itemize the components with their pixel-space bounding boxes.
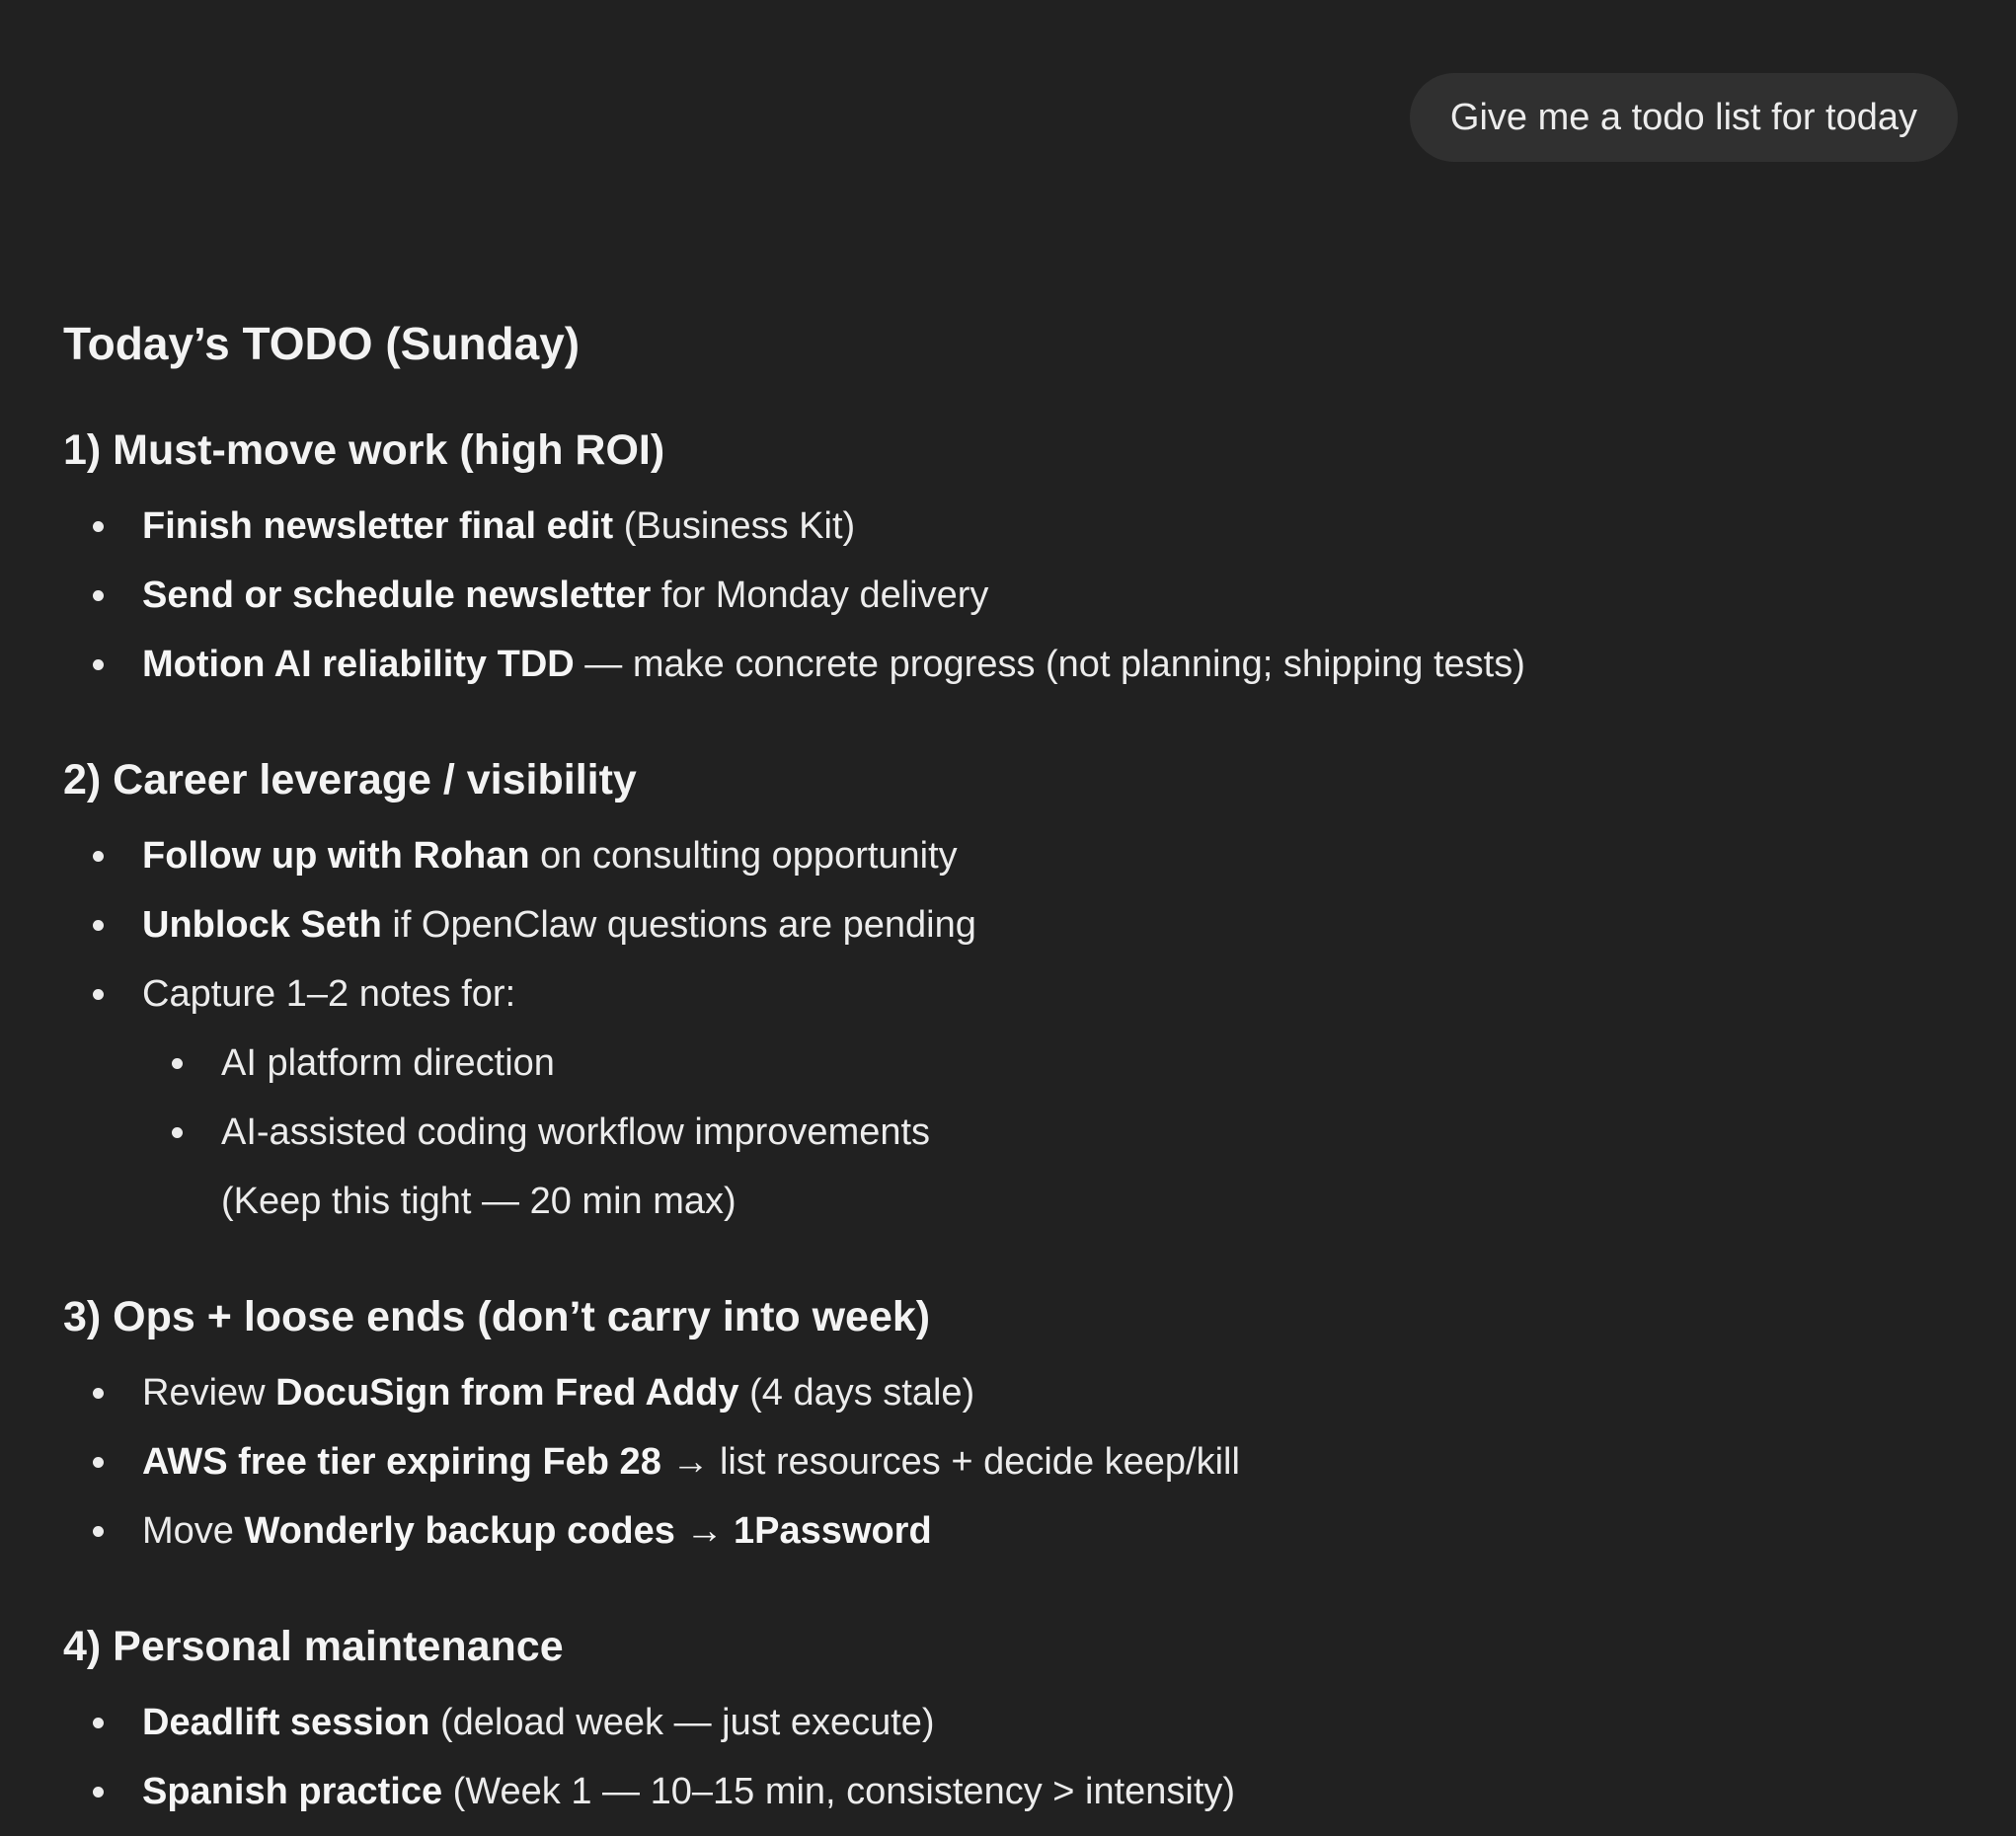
list-item (63, 1496, 1939, 1566)
section-list-ops-loose-ends (63, 1358, 1939, 1566)
item-bold-text: Wonderly backup codes → 1Password (244, 1510, 932, 1552)
item-text: (Week 1 — 10–15 min, consistency > intensity) (442, 1771, 1236, 1812)
list-item (63, 1427, 1939, 1496)
item-bold-text: Follow up with Rohan (142, 835, 530, 877)
list-item (63, 959, 1939, 1236)
item-text: Capture 1–2 notes for: (142, 973, 516, 1015)
item-bold-text: Deadlift session (142, 1702, 430, 1743)
item-bold-text: Send or schedule newsletter (142, 574, 652, 616)
nested-note: (Keep this tight — 20 min max) (221, 1181, 737, 1222)
list-item (63, 561, 1939, 630)
list-item (63, 821, 1939, 890)
item-text: Move (142, 1510, 245, 1552)
section-heading-career-leverage: 2) Career leverage / visibility (63, 756, 637, 803)
section-heading-must-move-work: 1) Must-move work (high ROI) (63, 426, 665, 474)
response-title: Today’s TODO (Sunday) (63, 318, 581, 369)
assistant-response (63, 314, 1939, 1826)
item-text: (deload week — just execute) (429, 1702, 935, 1743)
user-message-text: Give me a todo list for today (1449, 96, 1917, 138)
list-item (63, 630, 1939, 699)
item-bold-text: AWS free tier expiring Feb 28 (142, 1441, 661, 1483)
list-item (63, 1358, 1939, 1427)
user-message-bubble (1410, 73, 1958, 162)
nested-list-item: AI-assisted coding workflow improvements (142, 1098, 1939, 1167)
section-list-career-leverage (63, 821, 1939, 1236)
list-item (63, 1688, 1939, 1757)
item-bold-text: DocuSign from Fred Addy (275, 1372, 739, 1414)
item-text: for Monday delivery (651, 574, 989, 616)
list-item (63, 1757, 1939, 1826)
list-item (63, 492, 1939, 561)
item-text: — make concrete progress (not planning; shipping tests) (574, 644, 1525, 685)
section-heading-ops-loose-ends: 3) Ops + loose ends (don’t carry into week) (63, 1293, 931, 1340)
item-bold-text: Finish newsletter final edit (142, 505, 614, 547)
item-bold-text: Unblock Seth (142, 904, 382, 946)
item-bold-text: Spanish practice (142, 1771, 443, 1812)
section-heading-personal-maintenance: 4) Personal maintenance (63, 1623, 564, 1670)
item-text: Review (142, 1372, 276, 1414)
item-text: (Business Kit) (613, 505, 856, 547)
item-text: → list resources + decide keep/kill (660, 1441, 1240, 1483)
nested-list (142, 1029, 1939, 1167)
list-item (63, 890, 1939, 959)
item-text: on consulting opportunity (529, 835, 958, 877)
item-text: (4 days stale) (738, 1372, 975, 1414)
item-text: if OpenClaw questions are pending (381, 904, 976, 946)
item-bold-text: Motion AI reliability TDD (142, 644, 575, 685)
section-list-must-move-work (63, 492, 1939, 699)
nested-list-item: AI platform direction (142, 1029, 1939, 1098)
section-list-personal-maintenance (63, 1688, 1939, 1826)
